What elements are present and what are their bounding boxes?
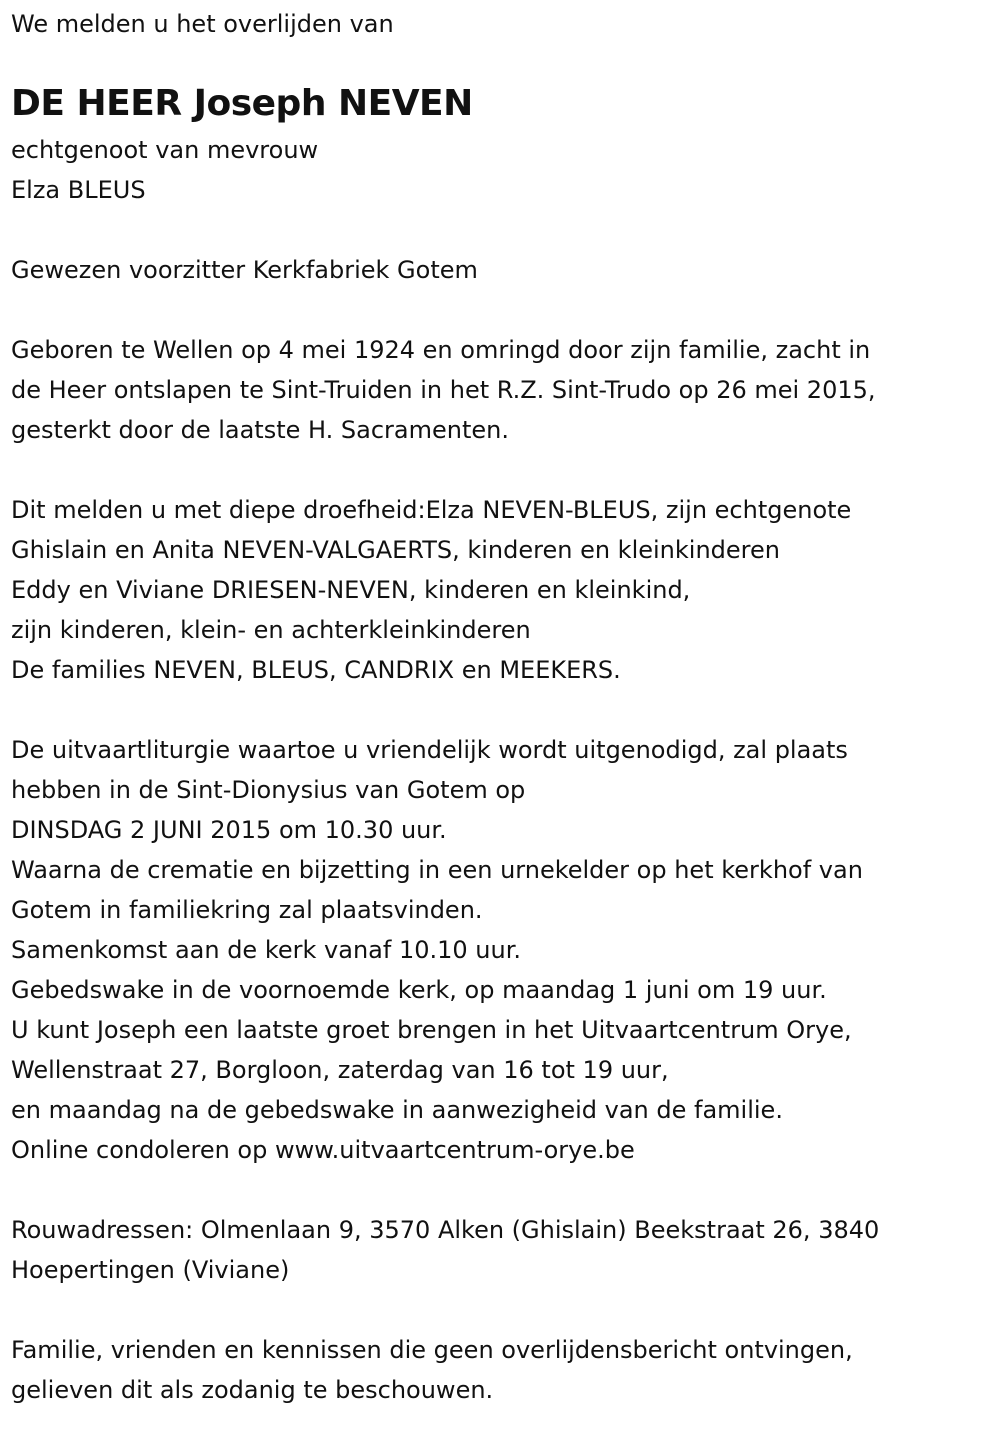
spacer xyxy=(11,450,986,490)
family-line: Ghislain en Anita NEVEN-VALGAERTS, kinderen en kleinkinderen xyxy=(11,536,780,564)
closing-line: gelieven dit als zodanig te beschouwen. xyxy=(11,1376,494,1404)
address-line: Hoepertingen (Viviane) xyxy=(11,1256,290,1284)
family-line: Dit melden u met diepe droefheid:Elza NEVEN-BLEUS, zijn echtgenote xyxy=(11,496,852,524)
deceased-name: DE HEER Joseph NEVEN xyxy=(11,83,473,124)
obituary-notice xyxy=(11,4,986,1410)
family-line: zijn kinderen, klein- en achterkleinkinderen xyxy=(11,616,531,644)
spacer xyxy=(11,1170,986,1210)
family-line: De families NEVEN, BLEUS, CANDRIX en MEEKERS. xyxy=(11,656,621,684)
spacer xyxy=(11,290,986,330)
spouse-label: echtgenoot van mevrouw xyxy=(11,136,319,164)
funeral-line: hebben in de Sint-Dionysius van Gotem op xyxy=(11,776,526,804)
funeral-paragraph xyxy=(11,730,986,1170)
spacer xyxy=(11,690,986,730)
condolence-link-line: Online condoleren op www.uitvaartcentrum-orye.be xyxy=(11,1136,635,1164)
former-role: Gewezen voorzitter Kerkfabriek Gotem xyxy=(11,256,478,284)
address-line: Rouwadressen: Olmenlaan 9, 3570 Alken (Ghislain) Beekstraat 26, 3840 xyxy=(11,1216,880,1244)
funeral-line: Samenkomst aan de kerk vanaf 10.10 uur. xyxy=(11,936,521,964)
birth-line: Geboren te Wellen op 4 mei 1924 en omringd door zijn familie, zacht in xyxy=(11,336,871,364)
family-line: Eddy en Viviane DRIESEN-NEVEN, kinderen en kleinkind, xyxy=(11,576,691,604)
family-paragraph xyxy=(11,490,986,690)
funeral-line: en maandag na de gebedswake in aanwezigheid van de familie. xyxy=(11,1096,783,1124)
funeral-line: Gotem in familiekring zal plaatsvinden. xyxy=(11,896,483,924)
intro-text: We melden u het overlijden van xyxy=(11,10,394,38)
funeral-line: U kunt Joseph een laatste groet brengen in het Uitvaartcentrum Orye, xyxy=(11,1016,852,1044)
closing-line: Familie, vrienden en kennissen die geen overlijdensbericht ontvingen, xyxy=(11,1336,853,1364)
spacer xyxy=(11,1290,986,1330)
closing-paragraph xyxy=(11,1330,986,1410)
birth-line: gesterkt door de laatste H. Sacramenten. xyxy=(11,416,509,444)
funeral-line: Waarna de crematie en bijzetting in een urnekelder op het kerkhof van xyxy=(11,856,863,884)
funeral-date: DINSDAG 2 JUNI 2015 om 10.30 uur. xyxy=(11,816,447,844)
spouse-name: Elza BLEUS xyxy=(11,176,146,204)
spacer xyxy=(11,210,986,250)
funeral-line: De uitvaartliturgie waartoe u vriendelijk wordt uitgenodigd, zal plaats xyxy=(11,736,848,764)
birth-line: de Heer ontslapen te Sint-Truiden in het R.Z. Sint-Trudo op 26 mei 2015, xyxy=(11,376,876,404)
funeral-line: Gebedswake in de voornoemde kerk, op maandag 1 juni om 19 uur. xyxy=(11,976,827,1004)
birth-death-paragraph xyxy=(11,330,986,450)
addresses-paragraph xyxy=(11,1210,986,1290)
funeral-line: Wellenstraat 27, Borgloon, zaterdag van 16 tot 19 uur, xyxy=(11,1056,669,1084)
